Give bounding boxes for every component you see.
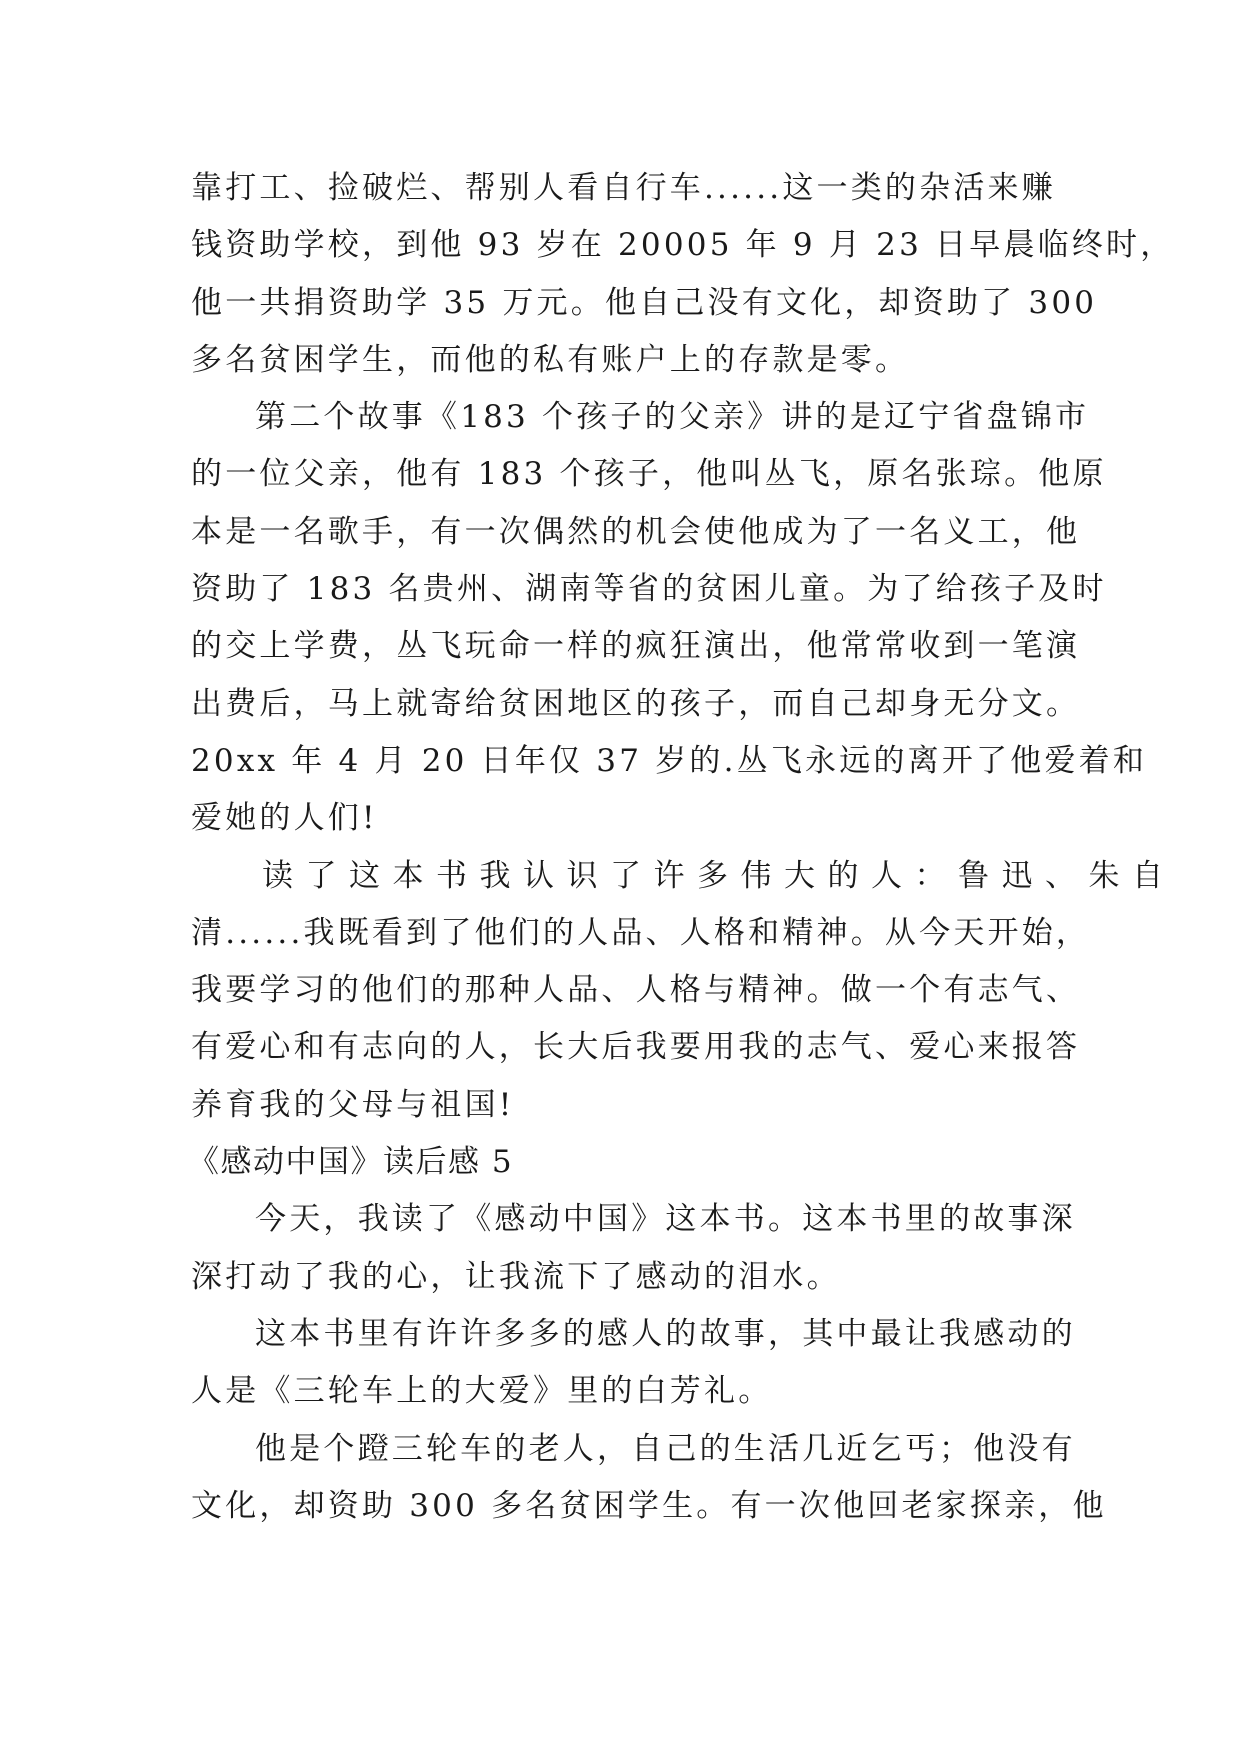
text-line: 靠打工、捡破烂、帮别人看自行车......这一类的杂活来赚 [191,170,1056,206]
text-line: 钱资助学校，到他 93 岁在 20005 年 9 月 23 日早晨临终时， [191,227,1175,264]
text-line: 人是《三轮车上的大爱》里的白芳礼。 [191,1373,773,1410]
paragraph-start-line: 这本书里有许许多多的感人的故事，其中最让我感动的 [255,1315,1076,1352]
section-heading: 《感动中国》读后感 5 [188,1144,514,1181]
text-line: 本是一名歌手，有一次偶然的机会使他成为了一名义工，他 [191,513,1081,550]
text-line: 有爱心和有志向的人，长大后我要用我的志气、爱心来报答 [191,1029,1081,1066]
text-line: 爱她的人们! [191,800,378,837]
text-line: 资助了 183 名贵州、湖南等省的贫困儿童。为了给孩子及时 [191,571,1107,608]
paragraph-start-line: 他是个蹬三轮车的老人，自己的生活几近乞丐；他没有 [255,1430,1076,1467]
text-line: 文化，却资助 300 多名贫困学生。有一次他回老家探亲，他 [191,1487,1107,1524]
text-line: 的一位父亲，他有 183 个孩子，他叫丛飞，原名张琮。他原 [191,456,1107,493]
text-line: 他一共捐资助学 35 万元。他自己没有文化，却资助了 300 [191,284,1098,321]
text-line: 清......我既看到了他们的人品、人格和精神。从今天开始， [191,914,1091,951]
text-line: 多名贫困学生，而他的私有账户上的存款是零。 [191,341,910,378]
body-text [188,160,1176,1535]
paragraph-start-line: 今天，我读了《感动中国》这本书。这本书里的故事深 [255,1201,1076,1238]
text-line: 我要学习的他们的那种人品、人格与精神。做一个有志气、 [191,972,1081,1009]
text-line: 的交上学费，丛飞玩命一样的疯狂演出，他常常收到一笔演 [191,628,1081,665]
text-line: 20xx 年 4 月 20 日年仅 37 岁的.丛飞永远的离开了他爱着和 [191,742,1148,779]
text-line: 深打动了我的心，让我流下了感动的泪水。 [191,1258,841,1295]
paragraph-start-line: 第二个故事《183 个孩子的父亲》讲的是辽宁省盘锦市 [255,399,1090,436]
text-line: 养育我的父母与祖国! [191,1086,515,1123]
paragraph-start-line: 读了这本书我认识了许多伟大的人：鲁迅、朱自 [262,857,1176,894]
text-line: 出费后，马上就寄给贫困地区的孩子，而自己却身无分文。 [191,685,1081,722]
